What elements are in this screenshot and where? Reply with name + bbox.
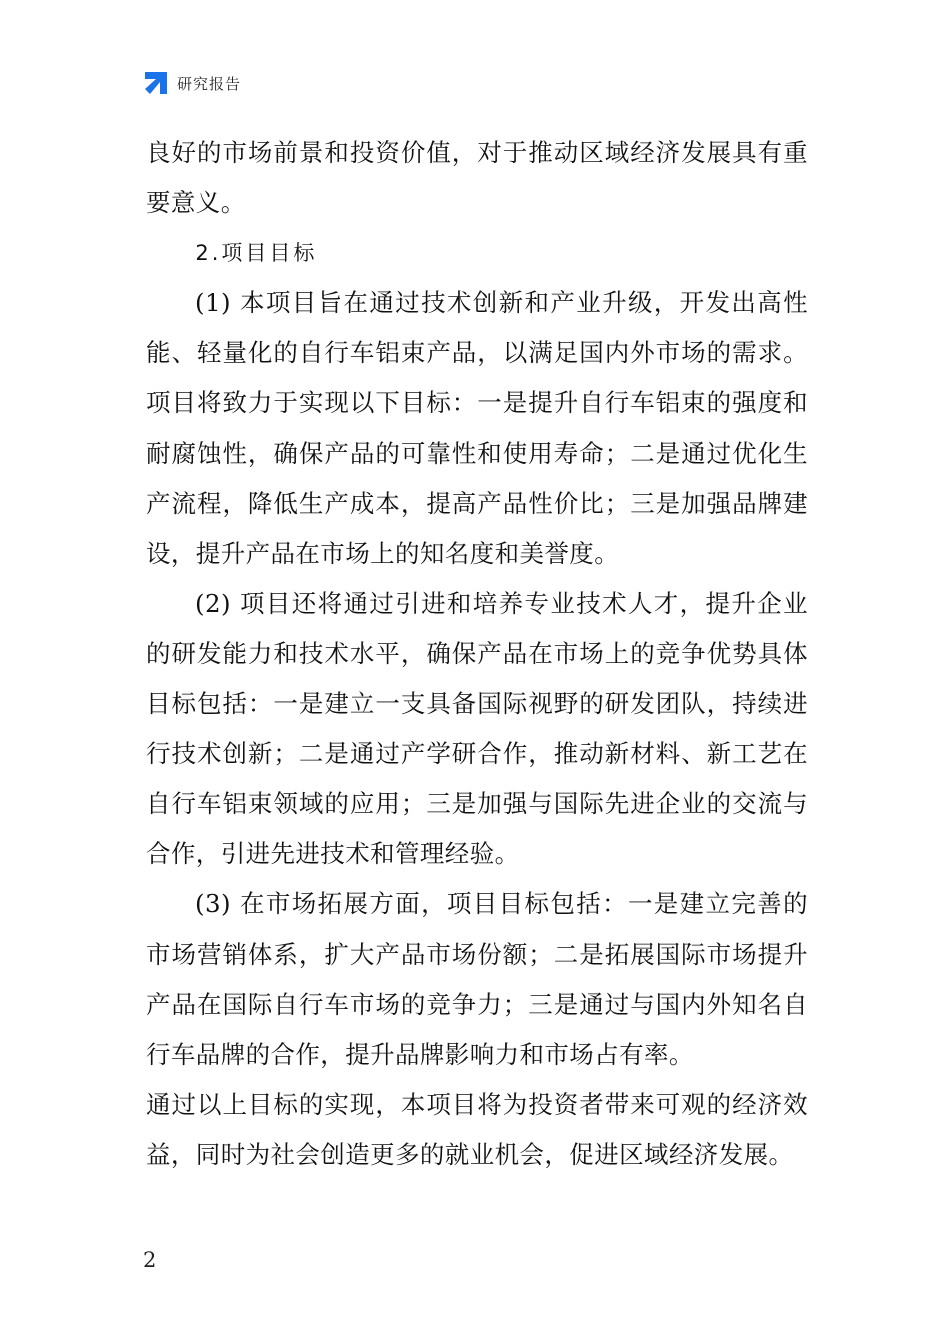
paragraph-goal-3: (3) 在市场拓展方面，项目目标包括：一是建立完善的市场营销体系，扩大产品市场份额；二是拓展国际市场提升产品在国际自行车市场的竞争力；三是通过与国内外知名自行车品牌的合作，提升品牌影响力和市场占有率。 [146,889,808,1069]
report-header [143,68,241,98]
continuation-paragraph: 良好的市场前景和投资价值，对于推动区域经济发展具有重要意义。 [146,138,808,218]
document-body [146,128,808,1180]
paragraph-goal-1: (1) 本项目旨在通过技术创新和产业升级，开发出高性能、轻量化的自行车铝束产品，以满足国内外市场的需求。项目将致力于实现以下目标：一是提升自行车铝束的强度和耐腐蚀性，确保产品的可靠性和使用寿命；二是通过优化生产流程，降低生产成本，提高产品性价比；三是加强品牌建设，提升产品在市场上的知名度和美誉度。 [146,288,808,568]
header-title: 研究报告 [177,74,242,93]
arrow-up-right-icon [143,70,169,96]
section-heading: 2.项目目标 [195,241,318,266]
page-number: 2 [143,1248,157,1272]
paragraph-goal-2: (2) 项目还将通过引进和培养专业技术人才，提升企业的研发能力和技术水平，确保产品在市场上的竞争优势具体目标包括：一是建立一支具备国际视野的研发团队，持续进行技术创新；二是通过产学研合作，推动新材料、新工艺在自行车铝束领域的应用；三是加强与国际先进企业的交流与合作，引进先进技术和管理经验。 [146,588,808,869]
closing-paragraph: 通过以上目标的实现，本项目将为投资者带来可观的经济效益，同时为社会创造更多的就业机会，促进区域经济发展。 [146,1089,808,1169]
